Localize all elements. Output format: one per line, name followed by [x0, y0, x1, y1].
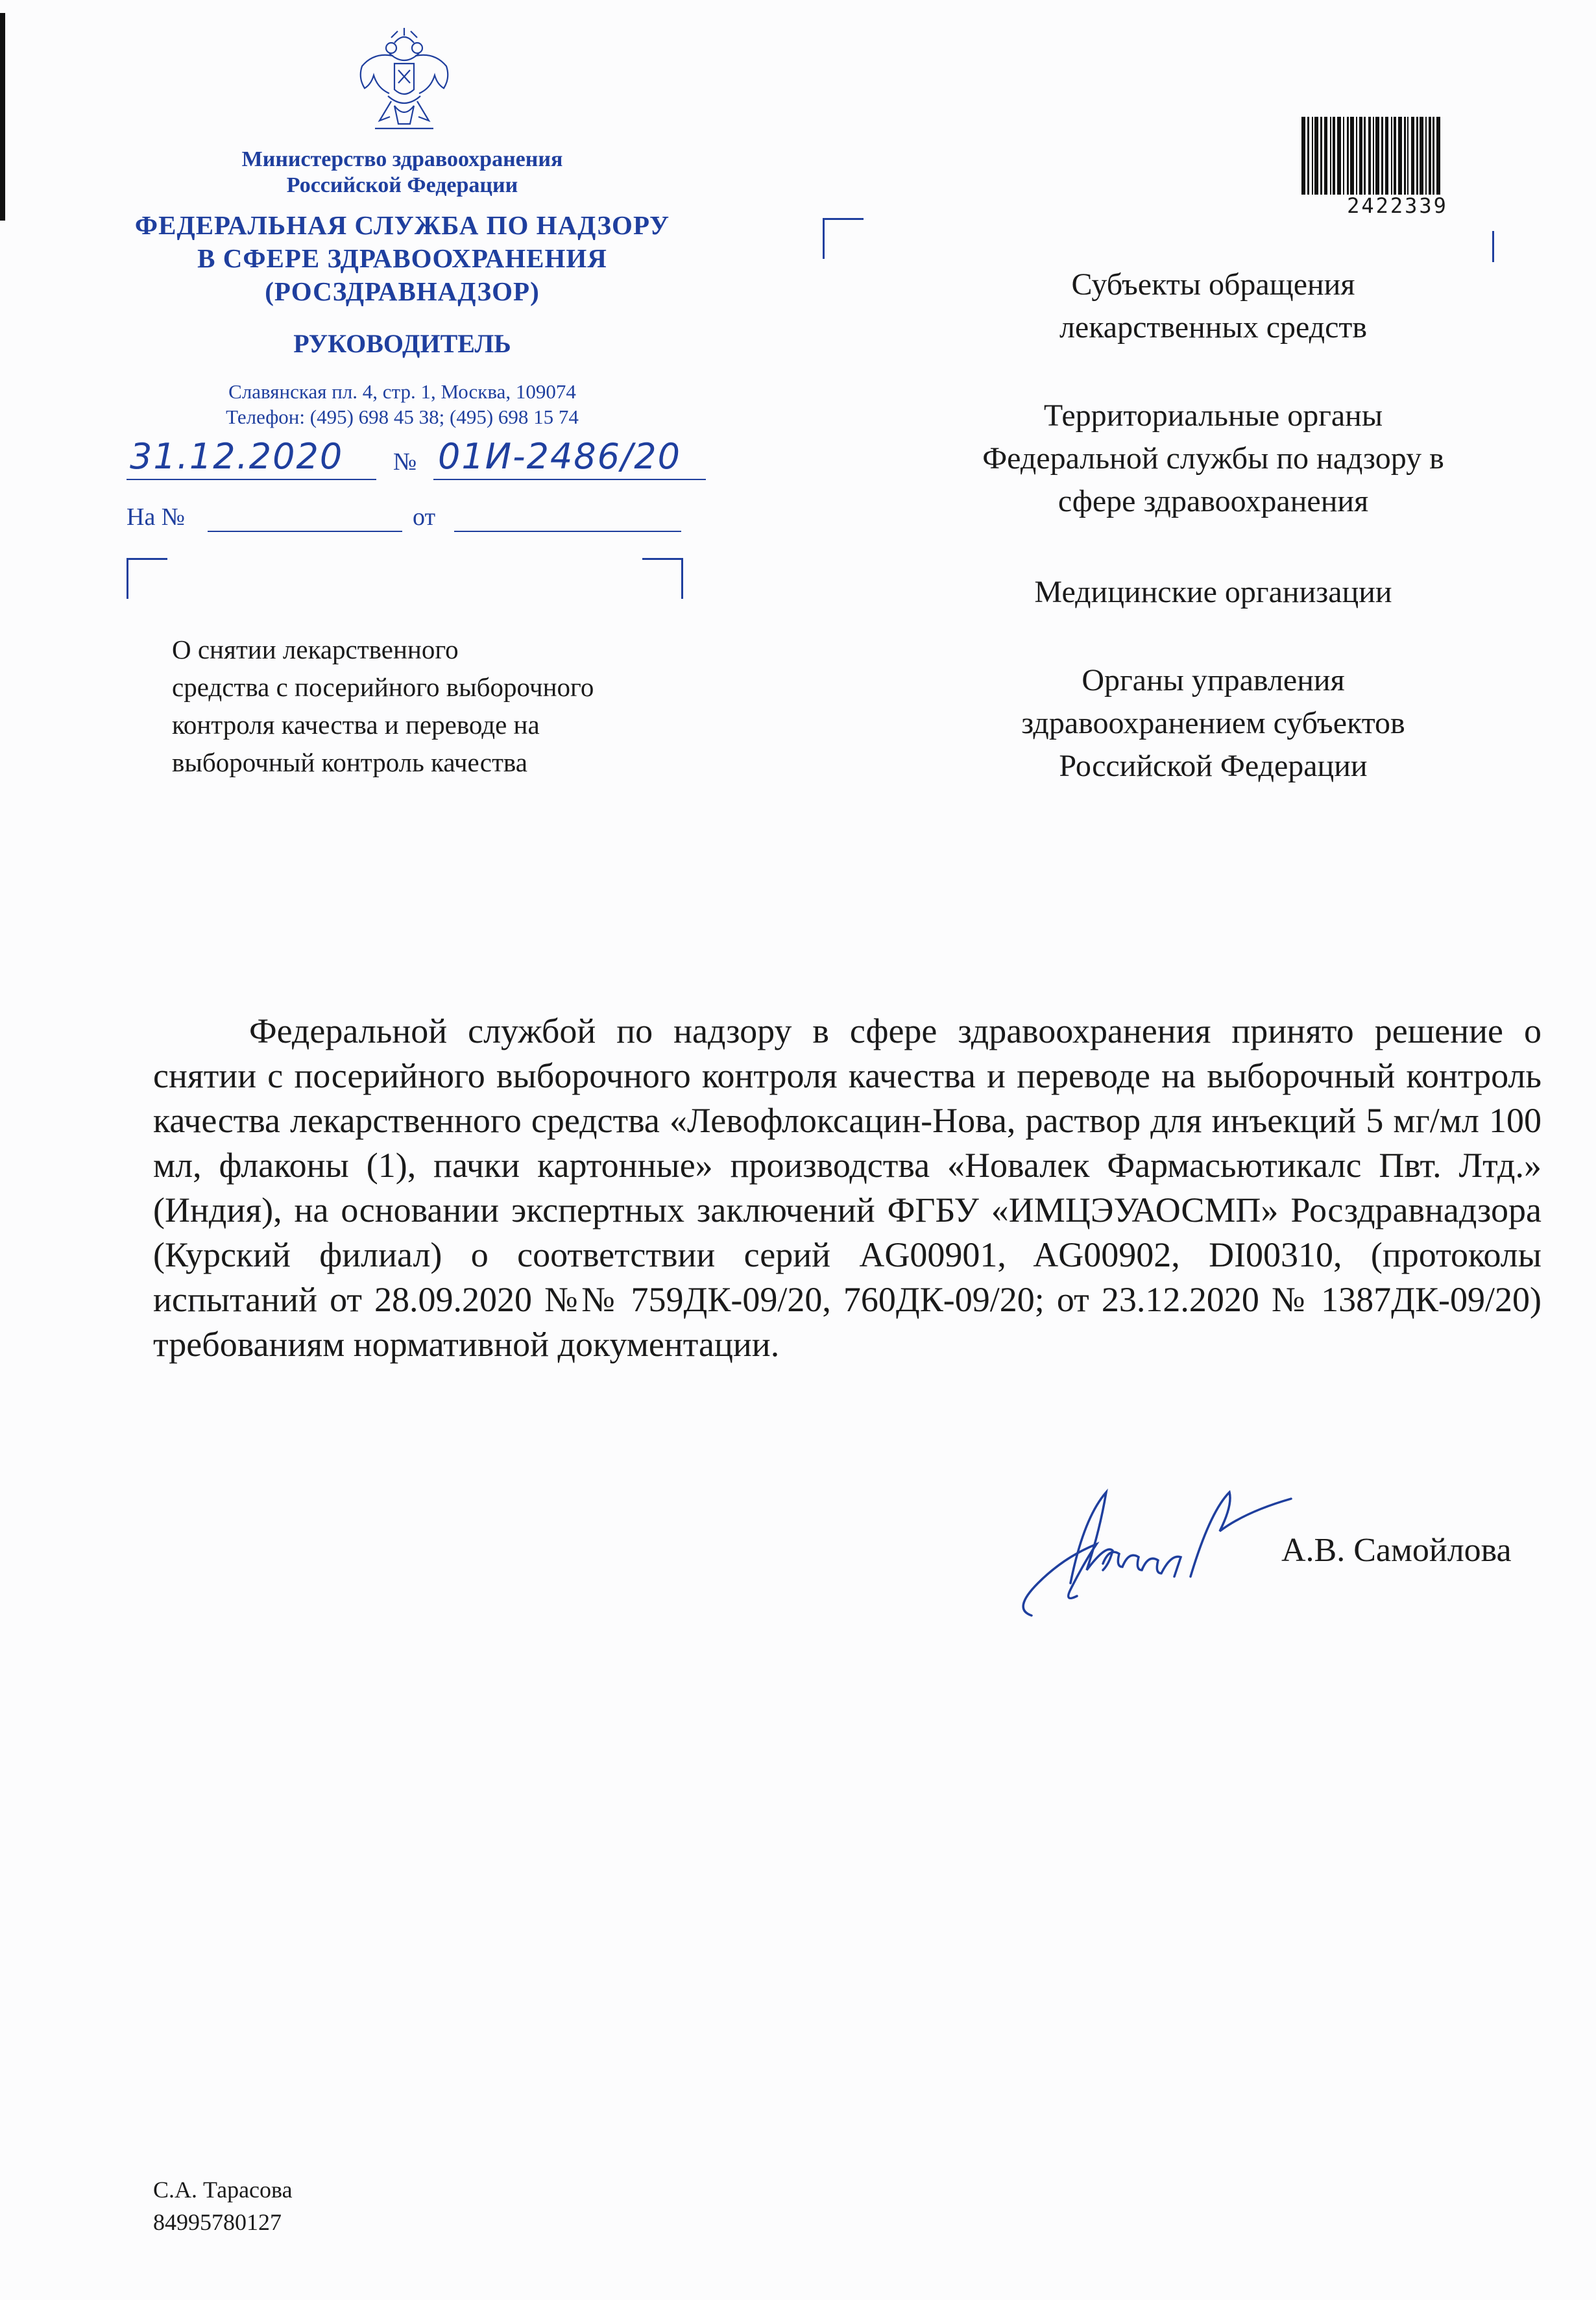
- signer-name: А.В. Самойлова: [1281, 1532, 1512, 1569]
- barcode-number: 2422339: [1347, 193, 1448, 218]
- subject-line-3: контроля качества и переводе на: [172, 710, 540, 740]
- reply-to-label: На №: [127, 503, 186, 531]
- registration-number: 01И-2486/20: [438, 436, 681, 477]
- addressee-line: Российской Федерации: [1059, 749, 1368, 783]
- addressee-group-3: [895, 571, 1531, 614]
- scan-edge: [0, 13, 5, 221]
- ministry-title: [169, 147, 636, 199]
- subject-line-2: средства с посерийного выборочного: [172, 672, 594, 702]
- service-line-3: (РОСЗДРАВНАДЗОР): [265, 276, 540, 306]
- executor-info: [153, 2173, 293, 2238]
- subject-line-4: выборочный контроль качества: [172, 747, 527, 777]
- executor-phone: 84995780127: [153, 2209, 282, 2235]
- addressee-line: лекарственных средств: [1059, 310, 1368, 345]
- addressee-right-mark: [1492, 231, 1495, 262]
- addressee-group-2: [895, 394, 1531, 523]
- phone: Телефон: (495) 698 45 38; (495) 698 15 74: [226, 406, 579, 428]
- right-corner-bracket: [642, 558, 683, 599]
- addressee-line: сфере здравоохранения: [1058, 484, 1369, 518]
- addressee-line: Медицинские организации: [1034, 575, 1392, 609]
- registration-date: 31.12.2020: [130, 436, 344, 477]
- addressee-line: здравоохранением субъектов: [1021, 706, 1405, 740]
- addressee-group-1: [895, 263, 1531, 349]
- addressee-line: Федеральной службы по надзору в: [982, 441, 1444, 476]
- addressee-corner-bracket: [823, 218, 864, 259]
- service-title: [104, 209, 701, 308]
- reply-from-label: от: [413, 503, 436, 531]
- executor-name: С.А. Тарасова: [153, 2177, 293, 2203]
- number-sign: №: [393, 448, 417, 476]
- service-line-2: В СФЕРЕ ЗДРАВООХРАНЕНИЯ: [197, 243, 607, 273]
- head-role: РУКОВОДИТЕЛЬ: [293, 329, 511, 358]
- ministry-line-1: Министерство здравоохранения: [241, 147, 563, 171]
- addressee-line: Субъекты обращения: [1071, 267, 1355, 302]
- addressee-group-4: [895, 659, 1531, 788]
- handwritten-signature: [993, 1440, 1317, 1635]
- contact-info: [143, 379, 662, 430]
- letter-subject: [172, 631, 756, 781]
- address: Славянская пл. 4, стр. 1, Москва, 109074: [228, 380, 576, 403]
- subject-line-1: О снятии лекарственного: [172, 635, 459, 664]
- barcode: [1301, 117, 1493, 195]
- addressee-line: Территориальные органы: [1043, 398, 1383, 433]
- service-line-1: ФЕДЕРАЛЬНАЯ СЛУЖБА ПО НАДЗОРУ: [134, 210, 670, 240]
- addressee-line: Органы управления: [1082, 663, 1345, 697]
- ministry-line-2: Российской Федерации: [286, 173, 518, 197]
- coat-of-arms-emblem: [356, 25, 453, 135]
- left-corner-bracket: [127, 558, 167, 599]
- letter-body: Федеральной службой по надзору в сфере здравоохранения принято решение о снятии с посерийного выборочного контроля качества и переводе на выборочный контроль качества лекарственного средства «Левофлоксацин-Нова, раствор для инъекций 5 мг/мл 100 мл, флаконы (1), пачки картонные» производства «Новалек Фармасьютикалс Пвт. Лтд.» (Индия), на основании экспертных заключений ФГБУ «ИМЦЭУАОСМП» Росздравнадзора (Курский филиал) о соответствии серий AG00901, AG00902, DI00310, (протоколы испытаний от 28.09.2020 №№ 759ДК-09/20, 760ДК-09/20; от 23.12.2020 № 1387ДК-09/20) требованиям нормативной документации.: [153, 1011, 1542, 1364]
